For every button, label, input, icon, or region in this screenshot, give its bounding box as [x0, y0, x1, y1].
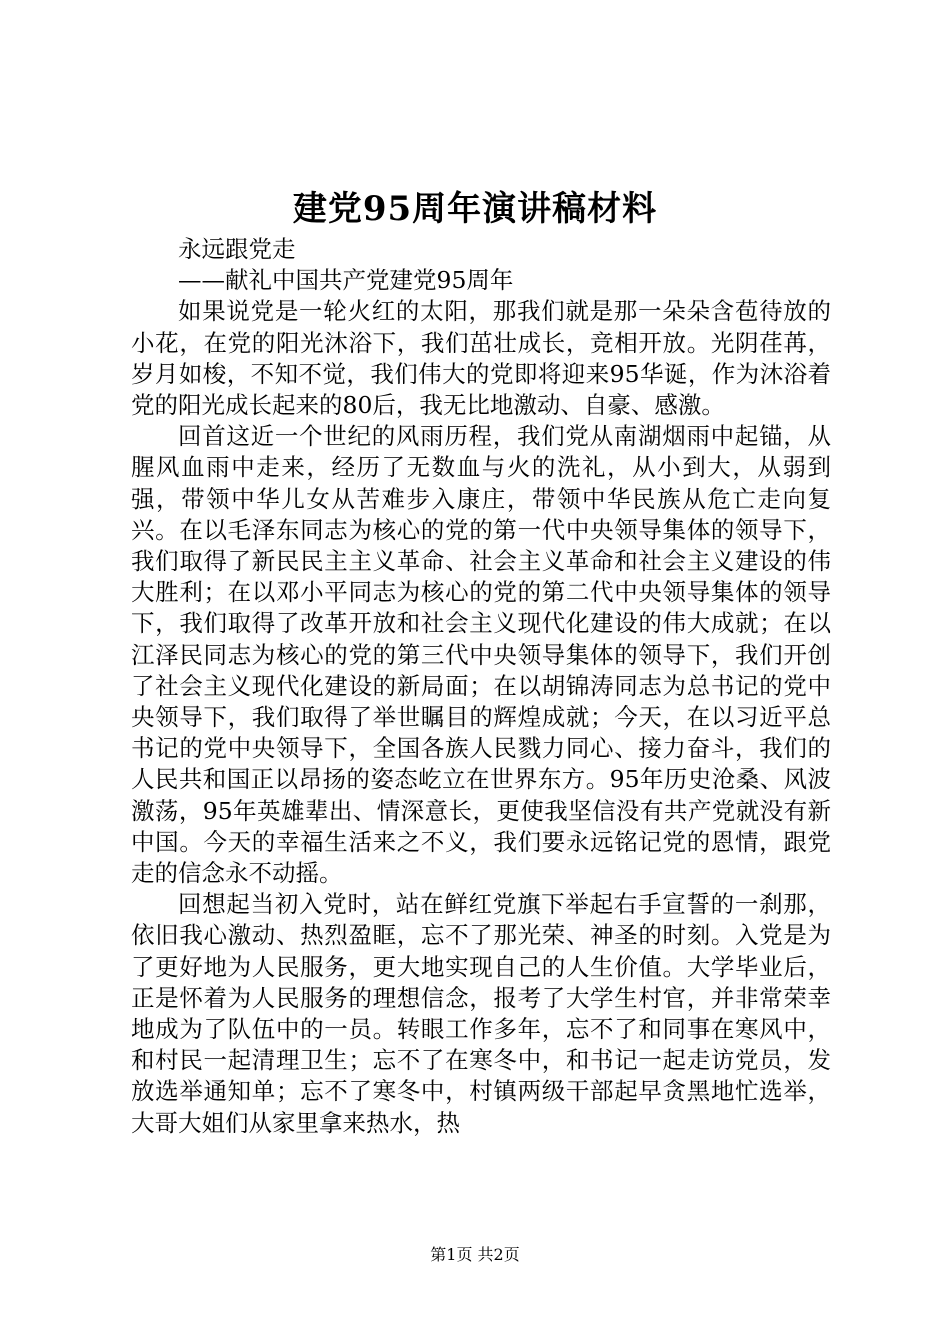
paragraph-2: 回首这近一个世纪的风雨历程，我们党从南湖烟雨中起锚，从腥风血雨中走来，经历了无数血与火的洗礼，从小到大，从弱到强，带领中华儿女从苦难步入康庄，带领中华民族从危亡走向复兴。在以毛泽东同志为核心的党的第一代中央领导集体的领导下，我们取得了新民民主主义革命、社会主义革命和社会主义建设的伟大胜利；在以邓小平同志为核心的党的第二代中央领导集体的领导下，我们取得了改革开放和社会主义现代化建设的伟大成就；在以江泽民同志为核心的党的第三代中央领导集体的领导下，我们开创了社会主义现代化建设的新局面；在以胡锦涛同志为总书记的党中央领导下，我们取得了举世瞩目的辉煌成就；今天，在以习近平总书记的党中央领导下，全国各族人民戮力同心、接力奋斗，我们的人民共和国正以昂扬的姿态屹立在世界东方。95年历史沧桑、风波激荡，95年英雄辈出、情深意长，更使我坚信没有共产党就没有新中国。今天的幸福生活来之不义，我们要永远铭记党的恩情，跟党走的信念永不动摇。 [131, 422, 831, 888]
speech-heading: 永远跟党走 [178, 235, 296, 263]
document-title: 建党95周年演讲稿材料 [292, 189, 658, 229]
speech-subheading: ——献礼中国共产党建党95周年 [178, 266, 514, 295]
paragraph-1: 如果说党是一轮火红的太阳，那我们就是那一朵朵含苞待放的小花，在党的阳光沐浴下，我们茁壮成长，竞相开放。光阴荏苒，岁月如梭，不知不觉，我们伟大的党即将迎来95华诞，作为沐浴着党的阳光成长起来的80后，我无比地激动、自豪、感激。 [131, 297, 831, 420]
paragraph-3: 回想起当初入党时，站在鲜红党旗下举起右手宣誓的一刹那，依旧我心激动、热烈盈眶，忘不了那光荣、神圣的时刻。入党是为了更好地为人民服务，更大地实现自己的人生价值。大学毕业后，正是怀着为人民服务的理想信念，报考了大学生村官，并非常荣幸地成为了队伍中的一员。转眼工作多年，忘不了和同事在寒风中，和村民一起清理卫生；忘不了在寒冬中，和书记一起走访党员，发放选举通知单；忘不了寒冬中，村镇两级干部起早贪黑地忙选举，大哥大姐们从家里拿来热水，热 [131, 890, 831, 1137]
page-footer: 第1页 共2页 [430, 1245, 520, 1264]
document-body [131, 234, 831, 1139]
